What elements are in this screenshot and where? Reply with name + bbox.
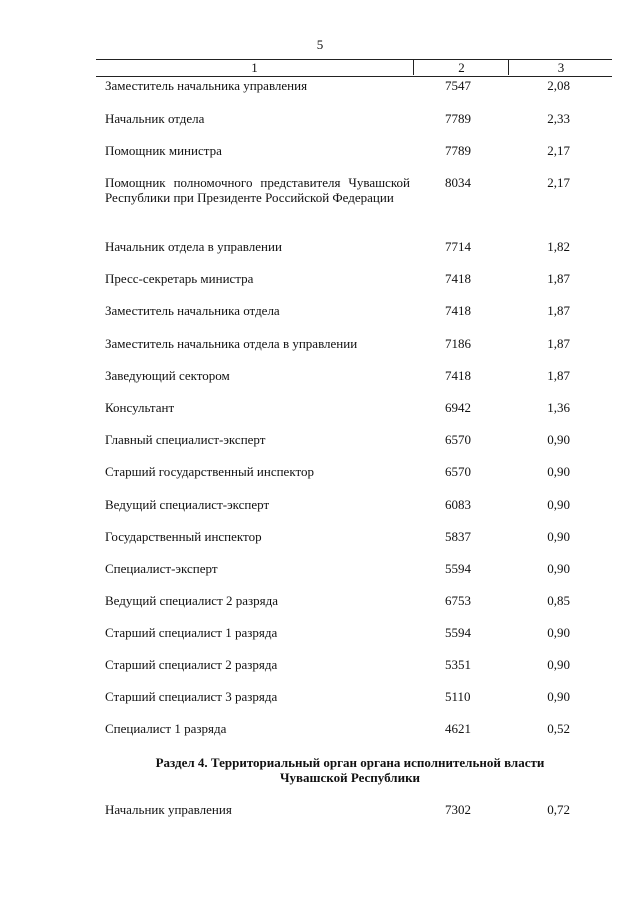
value-col-3: 0,72 xyxy=(547,802,570,817)
value-col-2: 5351 xyxy=(445,657,471,672)
header-col-3: 3 xyxy=(508,60,613,75)
value-col-3: 1,87 xyxy=(547,271,570,286)
position-name: Помощник полномочного представителя Чувашской Республики при Президенте Российской Федерации xyxy=(105,175,410,205)
value-col-2: 6570 xyxy=(445,464,471,479)
value-col-3: 2,33 xyxy=(547,111,570,126)
value-col-3: 0,90 xyxy=(547,432,570,447)
value-col-2: 6942 xyxy=(445,400,471,415)
value-col-2: 7302 xyxy=(445,802,471,817)
position-name: Заведующий сектором xyxy=(105,368,230,383)
section-heading xyxy=(120,755,580,785)
value-col-3: 2,08 xyxy=(547,78,570,93)
value-col-2: 5110 xyxy=(445,689,471,704)
value-col-2: 5837 xyxy=(445,529,471,544)
table-header xyxy=(96,59,612,77)
page-number: 5 xyxy=(316,37,324,52)
value-col-3: 0,90 xyxy=(547,497,570,512)
position-name: Ведущий специалист-эксперт xyxy=(105,497,270,512)
value-col-2: 7418 xyxy=(445,271,471,286)
value-col-2: 7418 xyxy=(445,368,471,383)
position-name: Старший специалист 3 разряда xyxy=(105,689,278,704)
value-col-2: 5594 xyxy=(445,561,471,576)
value-col-3: 0,90 xyxy=(547,529,570,544)
value-col-2: 4621 xyxy=(445,721,471,736)
value-col-3: 0,90 xyxy=(547,625,570,640)
value-col-2: 7186 xyxy=(445,336,471,351)
section-heading-line-2: Чувашской Республики xyxy=(279,770,421,785)
position-name: Государственный инспектор xyxy=(105,529,262,544)
position-name: Начальник отдела в управлении xyxy=(105,239,282,254)
position-name: Старший специалист 2 разряда xyxy=(105,657,278,672)
position-name: Главный специалист-эксперт xyxy=(105,432,266,447)
value-col-3: 1,87 xyxy=(547,368,570,383)
position-name: Пресс-секретарь министра xyxy=(105,271,254,286)
position-name: Начальник отдела xyxy=(105,111,205,126)
position-name: Заместитель начальника управления xyxy=(105,78,308,93)
position-name: Помощник министра xyxy=(105,143,222,158)
section-heading-line-1: Раздел 4. Территориальный орган органа исполнительной власти xyxy=(155,755,545,770)
value-col-3: 0,90 xyxy=(547,689,570,704)
value-col-3: 2,17 xyxy=(547,143,570,158)
value-col-3: 0,90 xyxy=(547,561,570,576)
position-name: Старший государственный инспектор xyxy=(105,464,314,479)
value-col-2: 5594 xyxy=(445,625,471,640)
position-name: Начальник управления xyxy=(105,802,232,817)
value-col-2: 6570 xyxy=(445,432,471,447)
value-col-2: 6753 xyxy=(445,593,471,608)
value-col-3: 1,36 xyxy=(547,400,570,415)
value-col-3: 0,90 xyxy=(547,464,570,479)
value-col-3: 0,90 xyxy=(547,657,570,672)
value-col-2: 7714 xyxy=(445,239,471,254)
value-col-3: 0,52 xyxy=(547,721,570,736)
position-name: Заместитель начальника отдела в управлении xyxy=(105,336,358,351)
position-name: Ведущий специалист 2 разряда xyxy=(105,593,279,608)
value-col-3: 1,87 xyxy=(547,303,570,318)
value-col-2: 8034 xyxy=(445,175,471,190)
value-col-2: 7418 xyxy=(445,303,471,318)
value-col-3: 1,82 xyxy=(547,239,570,254)
value-col-3: 0,85 xyxy=(547,593,570,608)
value-col-2: 7789 xyxy=(445,111,471,126)
header-col-1: 1 xyxy=(251,60,258,75)
position-name: Старший специалист 1 разряда xyxy=(105,625,278,640)
value-col-2: 7547 xyxy=(445,78,471,93)
value-col-2: 7789 xyxy=(445,143,471,158)
header-col-2: 2 xyxy=(413,60,509,75)
value-col-3: 2,17 xyxy=(547,175,570,190)
position-name: Специалист-эксперт xyxy=(105,561,218,576)
value-col-3: 1,87 xyxy=(547,336,570,351)
position-name: Специалист 1 разряда xyxy=(105,721,227,736)
position-name: Консультант xyxy=(105,400,175,415)
value-col-2: 6083 xyxy=(445,497,471,512)
position-name: Заместитель начальника отдела xyxy=(105,303,280,318)
